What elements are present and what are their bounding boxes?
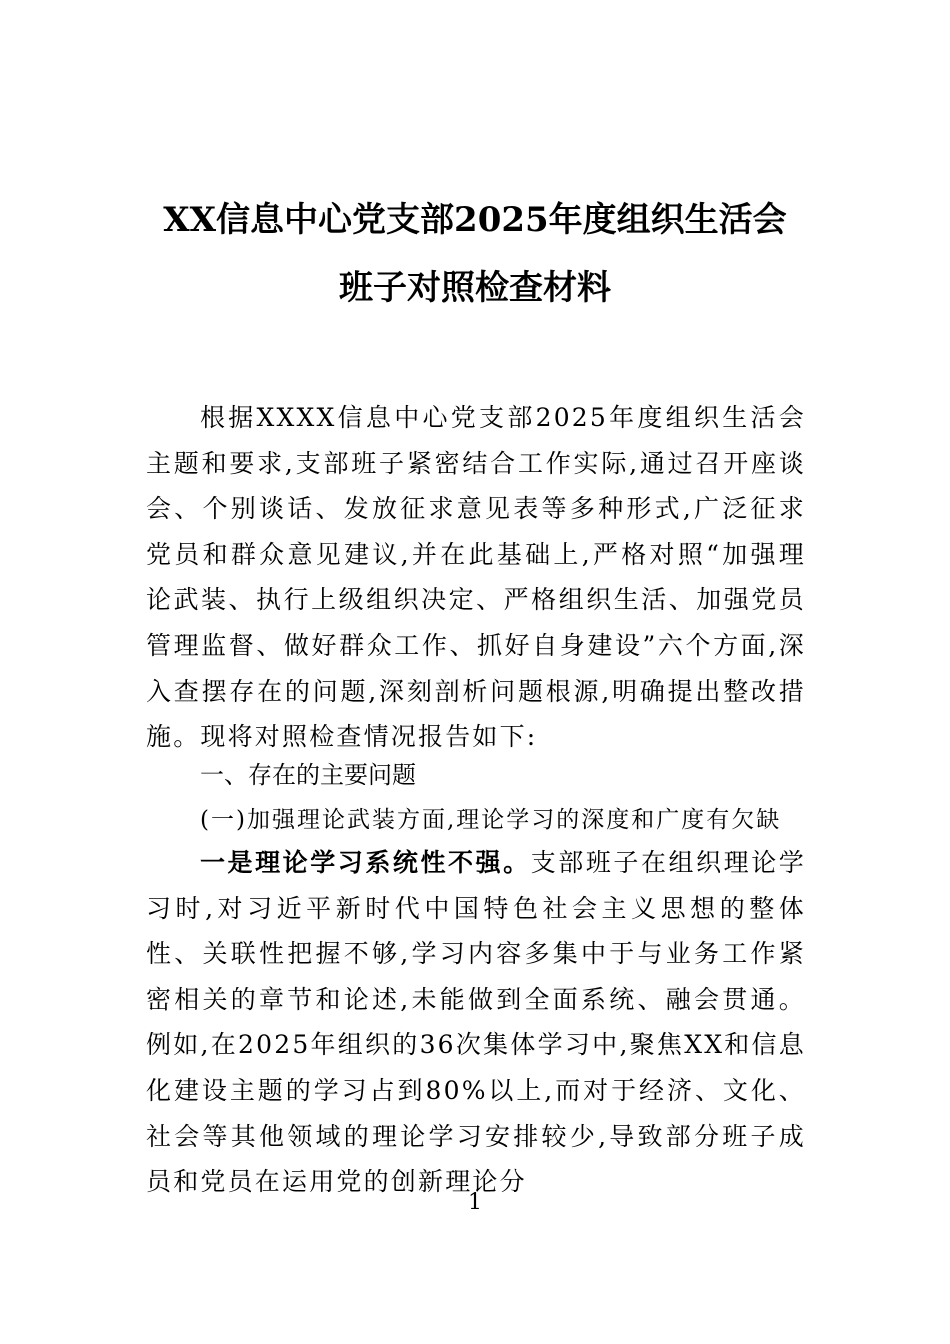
page-number: 1 [468,1190,482,1215]
point-body: 支部班子在组织理论学习时,对习近平新时代中国特色社会主义思想的整体性、关联性把握不够,学习内容多集中于与业务工作紧密相关的章节和论述,未能做到全面系统、融会贯通。例如,在2025年组织的36次集体学习中,聚焦XX和信息化建设主题的学习占到80%以上,而对于经济、文化、社会等其他领域的理论学习安排较少,导致部分班子成员和党员在运用党的创新理论分 [146,848,806,1197]
subsection-heading: (一)加强理论武装方面,理论学习的深度和广度有欠缺 [200,807,782,833]
document-title-line-1: XX信息中心党支部2025年度组织生活会 [163,200,787,240]
point-paragraph [146,840,806,1205]
intro-paragraph: 根据XXXX信息中心党支部2025年度组织生活会主题和要求,支部班子紧密结合工作实际,通过召开座谈会、个别谈话、发放征求意见表等多种形式,广泛征求党员和群众意见建议,并在此基础上,严格对照“加强理论武装、执行上级组织决定、严格组织生活、加强党员管理监督、做好群众工作、抓好自身建设”六个方面,深入查摆存在的问题,深刻剖析问题根源,明确提出整改措施。现将对照检查情况报告如下: [146,403,806,752]
point-lead: 一是理论学习系统性不强。 [200,848,531,877]
section-heading: 一、存在的主要问题 [200,761,416,789]
document-title-line-2: 班子对照检查材料 [339,268,611,308]
